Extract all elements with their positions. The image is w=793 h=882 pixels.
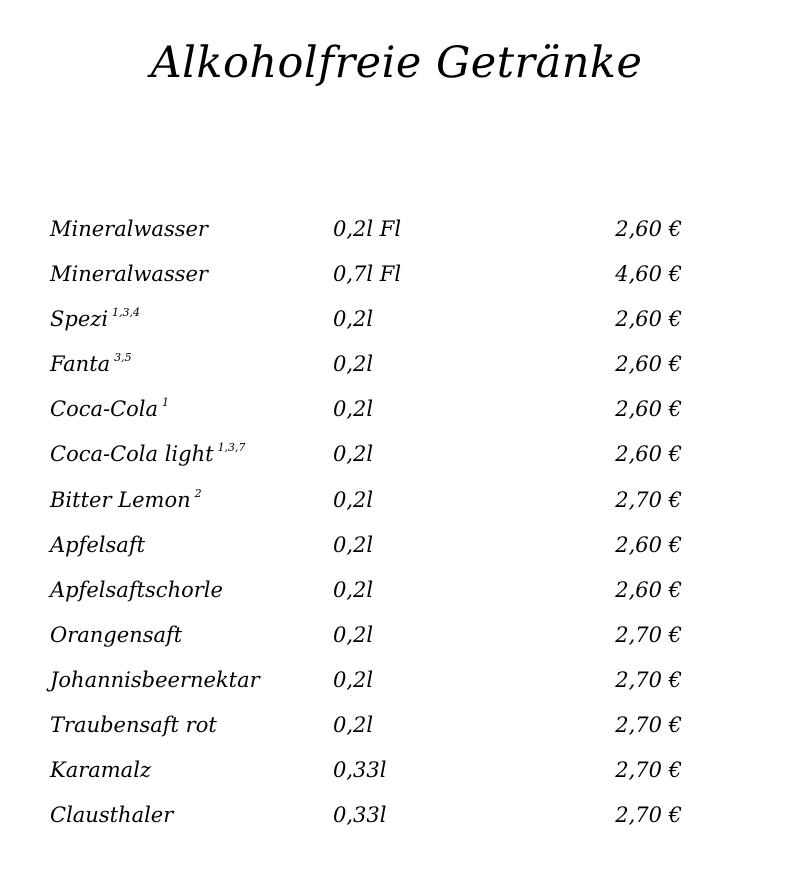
item-price: 2,70 € — [615, 803, 682, 828]
list-item — [0, 568, 793, 613]
list-item — [0, 703, 793, 748]
list-item — [0, 387, 793, 432]
additive-note: 3,5 — [114, 351, 132, 365]
item-volume: 0,2l — [333, 307, 374, 332]
additive-note: 1 — [162, 396, 170, 410]
additive-note: 1,3,7 — [217, 441, 246, 455]
list-item — [0, 793, 793, 838]
drinks-list — [0, 207, 793, 838]
item-name: Fanta $^{3,5}$ — [50, 351, 132, 377]
item-price: 2,60 € — [615, 307, 682, 332]
item-name: Mineralwasser — [50, 262, 208, 287]
item-volume: 0,2l — [333, 577, 374, 602]
item-volume: 0,2l — [333, 487, 374, 512]
item-price: 2,60 € — [615, 217, 682, 241]
item-volume: 0,2l — [333, 397, 374, 422]
item-name: Karamalz — [50, 758, 151, 783]
additive-note: 2 — [194, 486, 202, 500]
item-name: Johannisbeernektar — [50, 667, 260, 692]
item-name: Mineralwasser — [50, 217, 208, 241]
list-item — [0, 658, 793, 703]
item-price: 2,60 € — [615, 577, 682, 602]
item-name: Bitter Lemon $^2$ — [50, 486, 202, 512]
item-volume: 0,2l Fl — [333, 217, 402, 241]
item-price: 2,60 € — [615, 397, 682, 422]
item-price: 2,70 € — [615, 713, 682, 738]
item-price: 2,60 € — [615, 532, 682, 557]
list-item — [0, 748, 793, 793]
item-name: Coca-Cola light $^{1,3,7}$ — [50, 441, 246, 467]
list-item — [0, 207, 793, 252]
item-price: 2,60 € — [615, 352, 682, 377]
list-item — [0, 523, 793, 568]
item-volume: 0,2l — [333, 532, 374, 557]
item-volume: 0,7l Fl — [333, 262, 402, 287]
list-item — [0, 613, 793, 658]
item-price: 2,70 € — [615, 758, 682, 783]
page-title: Alkoholfreie Getränke — [150, 38, 643, 88]
item-volume: 0,33l — [333, 758, 387, 783]
item-price: 2,70 € — [615, 622, 682, 647]
item-volume: 0,2l — [333, 713, 374, 738]
item-volume: 0,2l — [333, 667, 374, 692]
list-item — [0, 297, 793, 342]
item-volume: 0,2l — [333, 352, 374, 377]
item-volume: 0,2l — [333, 622, 374, 647]
item-name: Traubensaft rot — [50, 713, 217, 738]
item-name: Spezi $^{1,3,4}$ — [50, 306, 141, 332]
item-name: Clausthaler — [50, 803, 174, 828]
item-volume: 0,33l — [333, 803, 387, 828]
item-name: Orangensaft — [50, 622, 183, 647]
list-item — [0, 432, 793, 477]
list-item — [0, 342, 793, 387]
item-price: 2,70 € — [615, 487, 682, 512]
additive-note: 1,3,4 — [112, 306, 141, 320]
item-volume: 0,2l — [333, 442, 374, 467]
item-price: 2,70 € — [615, 667, 682, 692]
list-item — [0, 252, 793, 297]
item-name: Apfelsaftschorle — [50, 577, 223, 602]
item-name: Coca-Cola $^1$ — [50, 396, 170, 422]
item-price: 2,60 € — [615, 442, 682, 467]
item-price: 4,60 € — [615, 262, 682, 287]
list-item — [0, 478, 793, 523]
item-name: Apfelsaft — [50, 532, 146, 557]
